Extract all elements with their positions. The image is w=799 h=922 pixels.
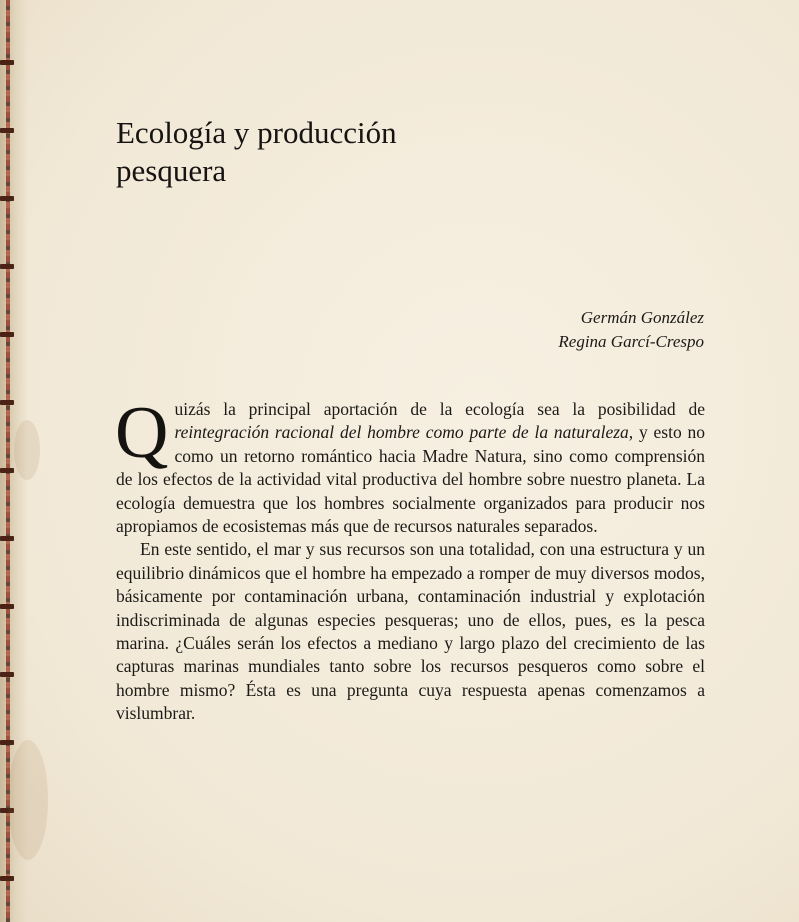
binding-stitch (0, 468, 14, 473)
binding-stitch (0, 672, 14, 677)
binding-stitch (0, 604, 14, 609)
binding-stitch (0, 264, 14, 269)
binding-stitch (0, 808, 14, 813)
article-body (115, 392, 705, 726)
binding-stitch (0, 128, 14, 133)
binding-stitch (0, 400, 14, 405)
drop-cap: Q (115, 392, 169, 474)
article-title (116, 114, 566, 190)
author-name: Germán González (580, 308, 704, 327)
page-binding (0, 0, 28, 922)
author-byline (420, 306, 704, 354)
binding-stitch (0, 740, 14, 745)
binding-stitch (0, 332, 14, 337)
title-line-2: pesquera (116, 153, 227, 188)
binding-stitch (0, 196, 14, 201)
paragraph-1 (115, 392, 705, 538)
binding-thread (6, 0, 10, 922)
binding-stitch (0, 876, 14, 881)
binding-stitch (0, 60, 14, 65)
paragraph-2: En este sentido, el mar y sus recursos son una totalidad, con una estructura y un equilibrio dinámicos que el hombre ha empezado a romper de muy diversos modos, básicamente por contaminación urbana, contaminación industrial y explotación indiscriminada de algunas especies pesqueras; uno de ellos, pues, es la pesca marina. ¿Cuáles serán los efectos a mediano y largo plazo del crecimiento de las capturas marinas mundiales tanto sobre los recursos pesqueros como sobre el hombre mismo? Ésta es una pregunta cuya respuesta apenas comenzamos a vislumbrar. (116, 539, 705, 724)
paragraph-1-text-cont: y esto no como un retorno romántico hacia Madre Natura, sino como comprensión de los efectos de la actividad vital productiva del hombre sobre nuestro planeta. La ecología demuestra que los hombres socialmente organizados para producir nos apropiamos de ecosistemas más que de recursos naturales separados. (116, 422, 705, 537)
author-name: Regina Garcí-Crespo (558, 332, 704, 351)
emphasis-text: reintegración racional del hombre como parte de la naturaleza, (174, 422, 634, 443)
title-line-1: Ecología y producción (116, 115, 397, 150)
paragraph-1-text: uizás la principal aportación de la ecología sea la posibilidad de (174, 399, 705, 419)
binding-stitch (0, 536, 14, 541)
